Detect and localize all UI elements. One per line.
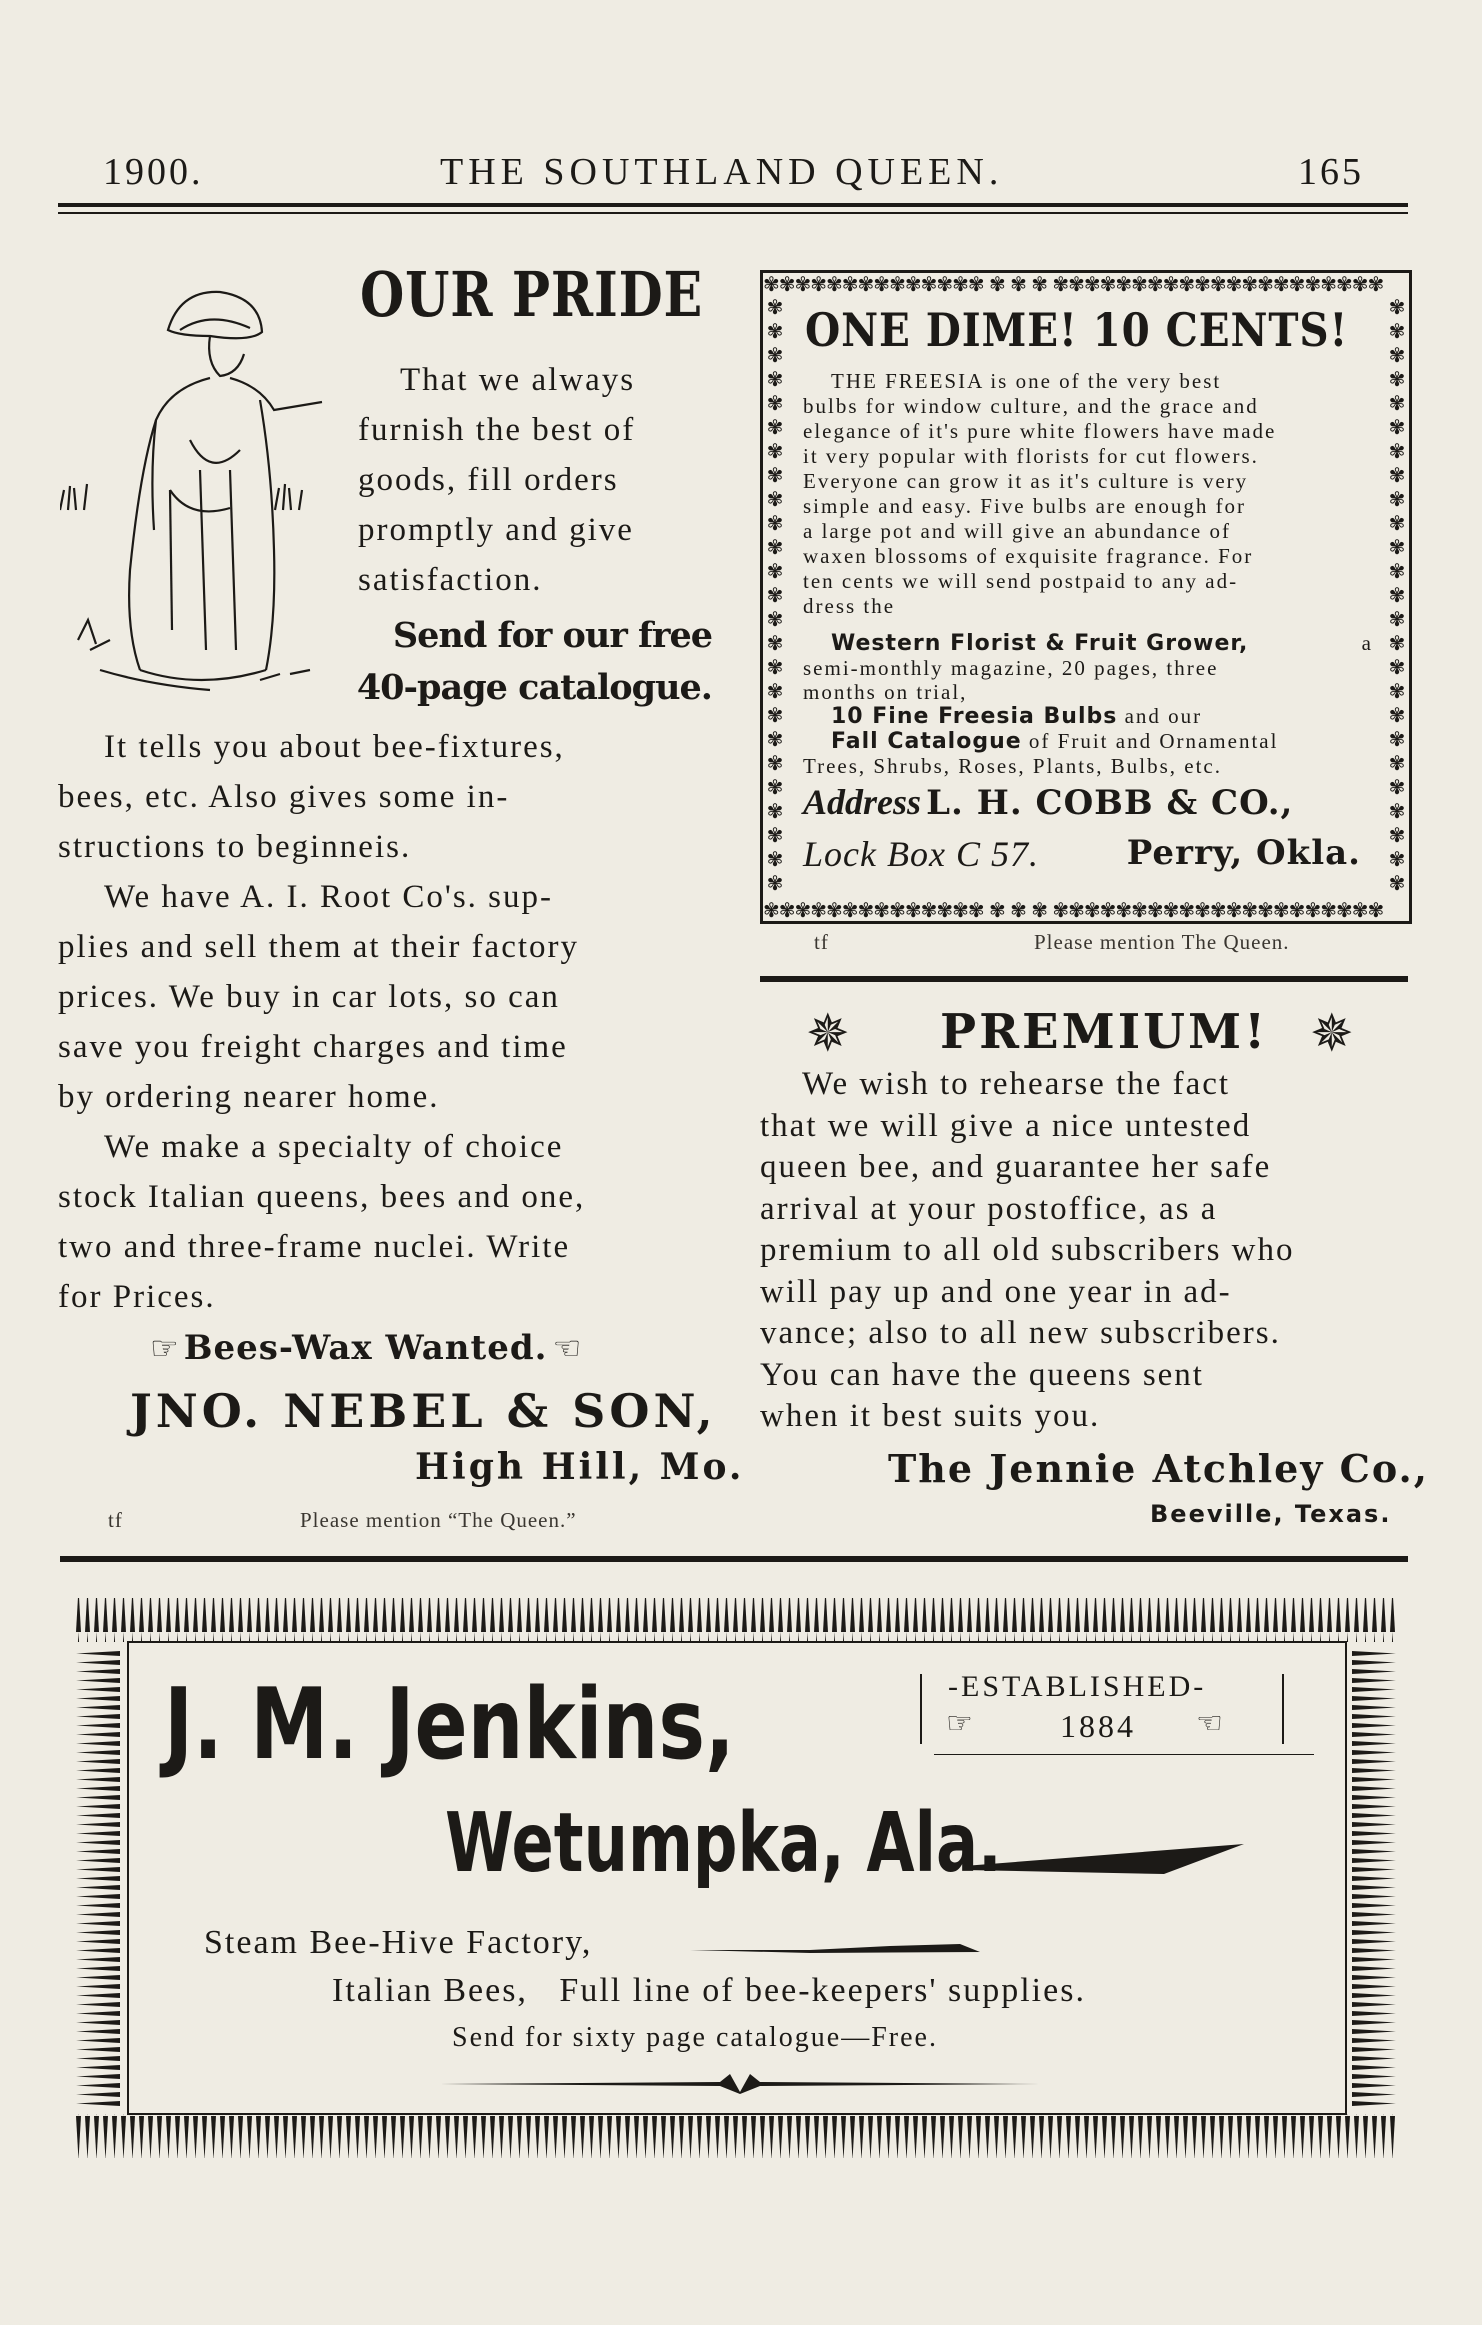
dime-body bbox=[803, 369, 1373, 619]
pointing-hand-left-icon: ☜ bbox=[1196, 1706, 1223, 1741]
dime-body-line: a large pot and will give an abundance of bbox=[803, 519, 1231, 543]
header-rule-thin bbox=[58, 212, 1408, 214]
nebel-cta bbox=[356, 610, 712, 714]
nebel-cta-line: 40-page catalogue. bbox=[356, 667, 712, 708]
nebel-mention: Please mention “The Queen.” bbox=[300, 1508, 577, 1532]
nebel-intro-line: promptly and give bbox=[358, 512, 634, 548]
established-rule-left bbox=[920, 1674, 922, 1744]
dime-tf: tf bbox=[814, 930, 829, 954]
nebel-body-line: two and three-frame nuclei. Write bbox=[58, 1229, 571, 1265]
established-year: 1884 bbox=[1060, 1708, 1136, 1744]
address-city: Perry, Okla. bbox=[1126, 833, 1361, 873]
dime-body-line: waxen blossoms of exquisite fragrance. For bbox=[803, 544, 1254, 568]
premium-body bbox=[760, 1064, 1410, 1438]
premium-location: Beeville, Texas. bbox=[1150, 1500, 1392, 1528]
established-underline bbox=[934, 1754, 1314, 1755]
premium-title: PREMIUM! bbox=[940, 1004, 1269, 1060]
nebel-location: High Hill, Mo. bbox=[415, 1446, 745, 1488]
established-rule-right bbox=[1282, 1674, 1284, 1744]
nebel-body-line: stock Italian queens, bees and one, bbox=[58, 1179, 586, 1215]
pointing-hand-left-icon: ☜ bbox=[552, 1329, 582, 1367]
star-ornament-icon: ✵ bbox=[806, 1004, 850, 1064]
pointing-hand-right-icon: ☞ bbox=[150, 1329, 179, 1367]
nebel-intro-line: furnish the best of bbox=[358, 412, 636, 448]
magazine-name: Western Florist & Fruit Grower, bbox=[831, 631, 1249, 656]
nebel-body-line: for Prices. bbox=[58, 1279, 216, 1315]
premium-body-line: You can have the queens sent bbox=[760, 1356, 1204, 1393]
nebel-body-line: We make a specialty of choice bbox=[104, 1129, 564, 1165]
jenkins-name: J. M. Jenkins, bbox=[164, 1668, 735, 1782]
lock-box: Lock Box C 57. bbox=[803, 834, 1039, 874]
dime-body-line: ten cents we will send postpaid to any ad- bbox=[803, 569, 1239, 593]
premium-body-line: vance; also to all new subscribers. bbox=[760, 1315, 1281, 1351]
nebel-body-line: It tells you about bee-fixtures, bbox=[104, 729, 565, 765]
catalogue-tail: of Fruit and Ornamental bbox=[1028, 729, 1279, 753]
jenkins-city: Wetumpka, Ala. bbox=[445, 1796, 1002, 1891]
star-ornament-icon: ✵ bbox=[1310, 1004, 1354, 1064]
nebel-company: JNO. NEBEL & SON, bbox=[130, 1384, 717, 1438]
header-title: THE SOUTHLAND QUEEN. bbox=[440, 151, 1004, 193]
premium-top-rule bbox=[760, 976, 1408, 982]
premium-body-line: queen bee, and guarantee her safe bbox=[760, 1149, 1272, 1185]
ornament-border-right: ✾✾✾✾✾✾✾✾✾✾✾✾✾✾✾✾✾✾✾✾✾✾✾✾✾ bbox=[1388, 295, 1406, 895]
premium-company: The Jennie Atchley Co., bbox=[888, 1446, 1430, 1491]
section-divider bbox=[60, 1556, 1408, 1562]
nebel-body-line: We have A. I. Root Co's. sup- bbox=[104, 879, 554, 915]
nebel-cta-line: Send for our free bbox=[392, 615, 712, 656]
premium-body-line: when it best suits you. bbox=[760, 1398, 1101, 1434]
magazine-line: months on trial, bbox=[803, 680, 968, 704]
dime-mention: Please mention The Queen. bbox=[1034, 930, 1290, 954]
jenkins-line3: Send for sixty page catalogue—Free. bbox=[452, 2022, 938, 2053]
established-label: -ESTABLISHED- bbox=[948, 1670, 1207, 1703]
woman-illustration bbox=[60, 270, 330, 710]
nebel-intro-line: goods, fill orders bbox=[358, 462, 619, 498]
header-page-number: 165 bbox=[1298, 151, 1364, 193]
address-label: Address bbox=[803, 782, 922, 822]
dime-body-line: elegance of it's pure white flowers have made bbox=[803, 419, 1277, 443]
pointing-hand-right-icon: ☞ bbox=[946, 1706, 973, 1741]
premium-body-line: premium to all old subscribers who bbox=[760, 1232, 1295, 1268]
nebel-intro bbox=[358, 355, 710, 605]
address-name: L. H. COBB & CO., bbox=[926, 783, 1294, 823]
nebel-intro-line: That we always bbox=[400, 362, 636, 398]
premium-body-line: will pay up and one year in ad- bbox=[760, 1273, 1232, 1310]
bottom-flourish bbox=[440, 2070, 1040, 2096]
established-box bbox=[920, 1670, 1290, 1756]
beeswax-wanted bbox=[150, 1328, 670, 1376]
nebel-body bbox=[58, 722, 710, 1322]
nebel-body-line: structions to beginneis. bbox=[58, 829, 412, 865]
header-rule bbox=[58, 203, 1408, 207]
dime-address bbox=[803, 781, 1375, 823]
ornament-border-bottom: ✾✾✾✾✾✾✾✾✾✾✾✾✾✾ ✾ ✾ ✾ ✾✾✾✾✾✾✾✾✾✾✾✾✾✾✾✾✾✾✾✾✾ bbox=[763, 899, 1384, 921]
nebel-body-line: plies and sell them at their factory bbox=[58, 929, 580, 965]
dime-ad-box bbox=[760, 270, 1412, 924]
ornament-border-left: ✾✾✾✾✾✾✾✾✾✾✾✾✾✾✾✾✾✾✾✾✾✾✾✾✾ bbox=[766, 295, 784, 895]
nebel-title: OUR PRIDE bbox=[360, 258, 704, 331]
dime-body-line: Everyone can grow it as it's culture is very bbox=[803, 469, 1249, 493]
catalogue-line: Trees, Shrubs, Roses, Plants, Bulbs, etc. bbox=[803, 754, 1222, 778]
dime-body-line: simple and easy. Five bulbs are enough for bbox=[803, 494, 1247, 518]
nebel-body-line: by ordering nearer home. bbox=[58, 1079, 440, 1115]
header-year: 1900. bbox=[103, 151, 204, 193]
nebel-intro-line: satisfaction. bbox=[358, 562, 543, 598]
nebel-tf: tf bbox=[108, 1508, 123, 1532]
beeswax-wanted-text: Bees-Wax Wanted. bbox=[183, 1328, 548, 1368]
premium-body-line: We wish to rehearse the fact bbox=[802, 1066, 1231, 1102]
dime-body-line: THE FREESIA is one of the very best bbox=[831, 369, 1222, 393]
bulbs-offer: 10 Fine Freesia Bulbs bbox=[831, 704, 1118, 729]
ornament-border-top: ✾✾✾✾✾✾✾✾✾✾✾✾✾✾ ✾ ✾ ✾ ✾✾✾✾✾✾✾✾✾✾✾✾✾✾✾✾✾✾✾✾✾ bbox=[763, 273, 1384, 295]
magazine-tail: a bbox=[1361, 631, 1373, 655]
dime-body-line: dress the bbox=[803, 594, 896, 618]
nebel-body-line: prices. We buy in car lots, so can bbox=[58, 979, 560, 1015]
jenkins-line2: Italian Bees, Full line of bee-keepers' supplies. bbox=[332, 1972, 1086, 2009]
premium-body-line: arrival at your postoffice, as a bbox=[760, 1190, 1218, 1227]
dime-body-line: bulbs for window culture, and the grace and bbox=[803, 394, 1259, 418]
nebel-body-line: save you freight charges and time bbox=[58, 1029, 568, 1065]
dime-body-line: it very popular with florists for cut flowers. bbox=[803, 444, 1259, 468]
premium-body-line: that we will give a nice untested bbox=[760, 1107, 1252, 1144]
magazine-line: semi-monthly magazine, 20 pages, three bbox=[803, 656, 1219, 680]
catalogue-offer: Fall Catalogue bbox=[831, 729, 1022, 754]
dash-ornament bbox=[690, 1940, 980, 1956]
dime-address-line2 bbox=[803, 833, 1375, 875]
nebel-body-line: bees, etc. Also gives some in- bbox=[58, 779, 510, 815]
jenkins-line1: Steam Bee-Hive Factory, bbox=[204, 1924, 593, 1961]
dime-title: ONE DIME! 10 CENTS! bbox=[805, 303, 1349, 357]
dime-offer bbox=[803, 631, 1373, 778]
bulbs-tail: and our bbox=[1124, 704, 1203, 728]
flourish-ornament bbox=[964, 1840, 1244, 1880]
